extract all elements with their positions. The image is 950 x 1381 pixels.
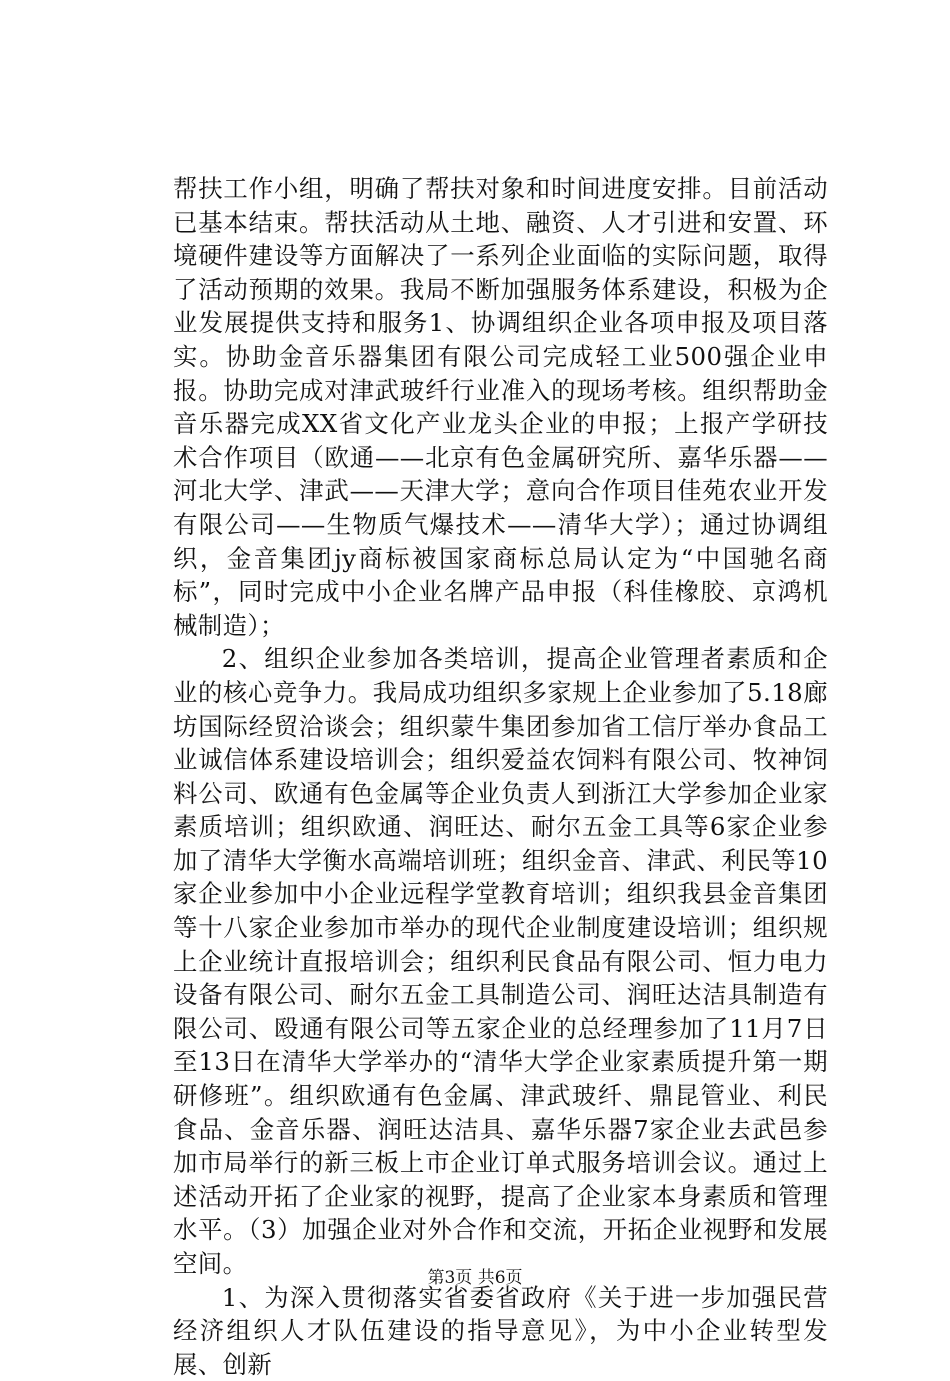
paragraph-3: 1、为深入贯彻落实省委省政府《关于进一步加强民营经济组织人才队伍建设的指导意见》，为中小企业转型发展、创新	[173, 1282, 828, 1379]
paragraph-2: 2、组织企业参加各类培训，提高企业管理者素质和企业的核心竞争力。我局成功组织多家规上企业参加了5.18廊坊国际经贸洽谈会；组织蒙牛集团参加省工信厅举办食品工业诚信体系建设培训会；组织爱益农饲料有限公司、牧神饲料公司、欧通有色金属等企业负责人到浙江大学参加企业家素质培训；组织欧通、润旺达、耐尔五金工具等6家企业参加了清华大学衡水高端培训班；组织金音、津武、利民等10家企业参加中小企业远程学堂教育培训；组织我县金音集团等十八家企业参加市举办的现代企业制度建设培训；组织规上企业统计直报培训会；组织利民食品有限公司、恒力电力设备有限公司、耐尔五金工具制造公司、润旺达洁具制造有限公司、殴通有限公司等五家企业的总经理参加了11月7日至13日在清华大学举办的“清华大学企业家素质提升第一期研修班”。组织欧通有色金属、津武玻纤、鼎昆管业、利民食品、金音乐器、润旺达洁具、嘉华乐器7家企业去武邑参加市局举行的新三板上市企业订单式服务培训会议。通过上述活动开拓了企业家的视野，提高了企业家本身素质和管理水平。（3）加强企业对外合作和交流，开拓企业视野和发展空间。	[173, 644, 828, 1278]
document-body	[173, 172, 828, 1381]
paragraph-1: 帮扶工作小组，明确了帮扶对象和时间进度安排。目前活动已基本结束。帮扶活动从土地、融资、人才引进和安置、环境硬件建设等方面解决了一系列企业面临的实际问题，取得了活动预期的效果。我局不断加强服务体系建设，积极为企业发展提供支持和服务1、协调组织企业各项申报及项目落实。协助金音乐器集团有限公司完成轻工业500强企业申报。协助完成对津武玻纤行业准入的现场考核。组织帮助金音乐器完成XX省文化产业龙头企业的申报；上报产学研技术合作项目（欧通——北京有色金属研究所、嘉华乐器——河北大学、津武——天津大学；意向合作项目佳苑农业开发有限公司——生物质气爆技术——清华大学）；通过协调组织，金音集团jy商标被国家商标总局认定为“中国驰名商标”，同时完成中小企业名牌产品申报（科佳橡胶、京鸿机械制造）；	[173, 174, 828, 640]
page-number-footer: 第3页 共6页	[427, 1268, 523, 1288]
